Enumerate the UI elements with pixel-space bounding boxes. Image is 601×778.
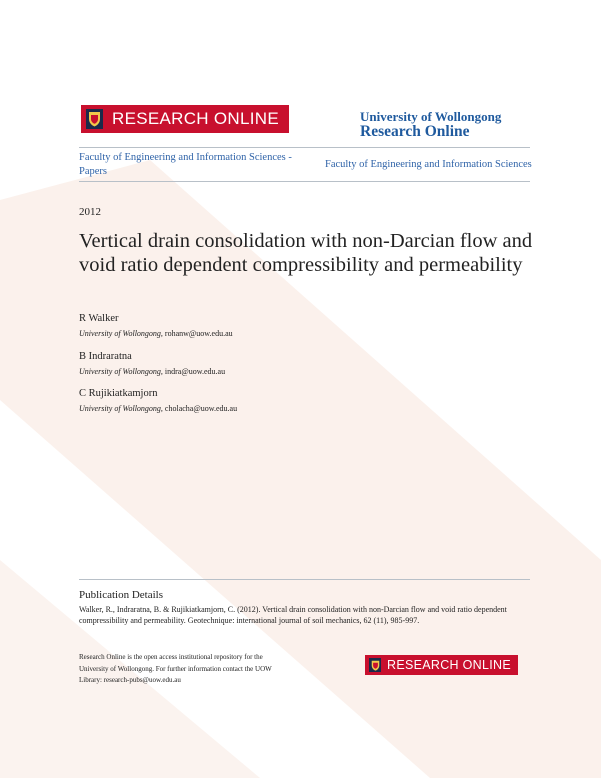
- university-name[interactable]: University of Wollongong: [360, 109, 502, 124]
- divider-bottom: [79, 181, 530, 182]
- author-institution: University of Wollongong: [79, 329, 161, 338]
- logo-text: RESEARCH ONLINE: [112, 109, 279, 128]
- divider-top: [79, 147, 530, 148]
- publication-details-text: Walker, R., Indraratna, B. & Rujikiatkamjorn, C. (2012). Vertical drain consolidation with non-Darcian flow and void ratio dependent compressibility and permeability. Geotechnique: international journal of soil mechanics, 62 (11), 985-997.: [79, 605, 507, 625]
- author-affiliation: [79, 367, 225, 376]
- author-email[interactable]: , cholacha@uow.edu.au: [160, 404, 238, 413]
- author-name: C Rujikiatkamjorn: [79, 388, 158, 399]
- footer-line: Research Online is the open access institutional repository for the: [79, 653, 263, 661]
- footer-line[interactable]: Library: research-pubs@uow.edu.au: [79, 676, 181, 684]
- publication-year: 2012: [79, 206, 101, 218]
- uow-crest-icon: [86, 109, 103, 129]
- author-email[interactable]: , rohanw@uow.edu.au: [160, 329, 233, 338]
- author-name: R Walker: [79, 313, 119, 324]
- author-affiliation: [79, 329, 233, 338]
- publication-details-heading: Publication Details: [79, 589, 164, 601]
- footer-text: [79, 652, 319, 687]
- author-affiliation: [79, 404, 237, 413]
- paper-title: Vertical drain consolidation with non-Darcian flow and void ratio dependent compressibility and permeability: [79, 230, 533, 276]
- faculty-link[interactable]: Faculty of Engineering and Information Sciences: [325, 159, 532, 170]
- research-online-footer-logo[interactable]: [365, 655, 518, 675]
- author-name: B Indraratna: [79, 351, 132, 362]
- uow-crest-icon: [369, 658, 381, 672]
- research-online-logo[interactable]: [81, 105, 289, 133]
- research-online-link[interactable]: Research Online: [360, 123, 470, 140]
- faculty-papers-link[interactable]: Faculty of Engineering and Information Sciences - Papers: [79, 152, 292, 177]
- divider-publication: [79, 579, 530, 580]
- logo-text: RESEARCH ONLINE: [387, 658, 511, 672]
- author-institution: University of Wollongong: [79, 367, 161, 376]
- author-institution: University of Wollongong: [79, 404, 161, 413]
- footer-line: University of Wollongong. For further information contact the UOW: [79, 664, 272, 673]
- author-email[interactable]: , indra@uow.edu.au: [160, 367, 226, 376]
